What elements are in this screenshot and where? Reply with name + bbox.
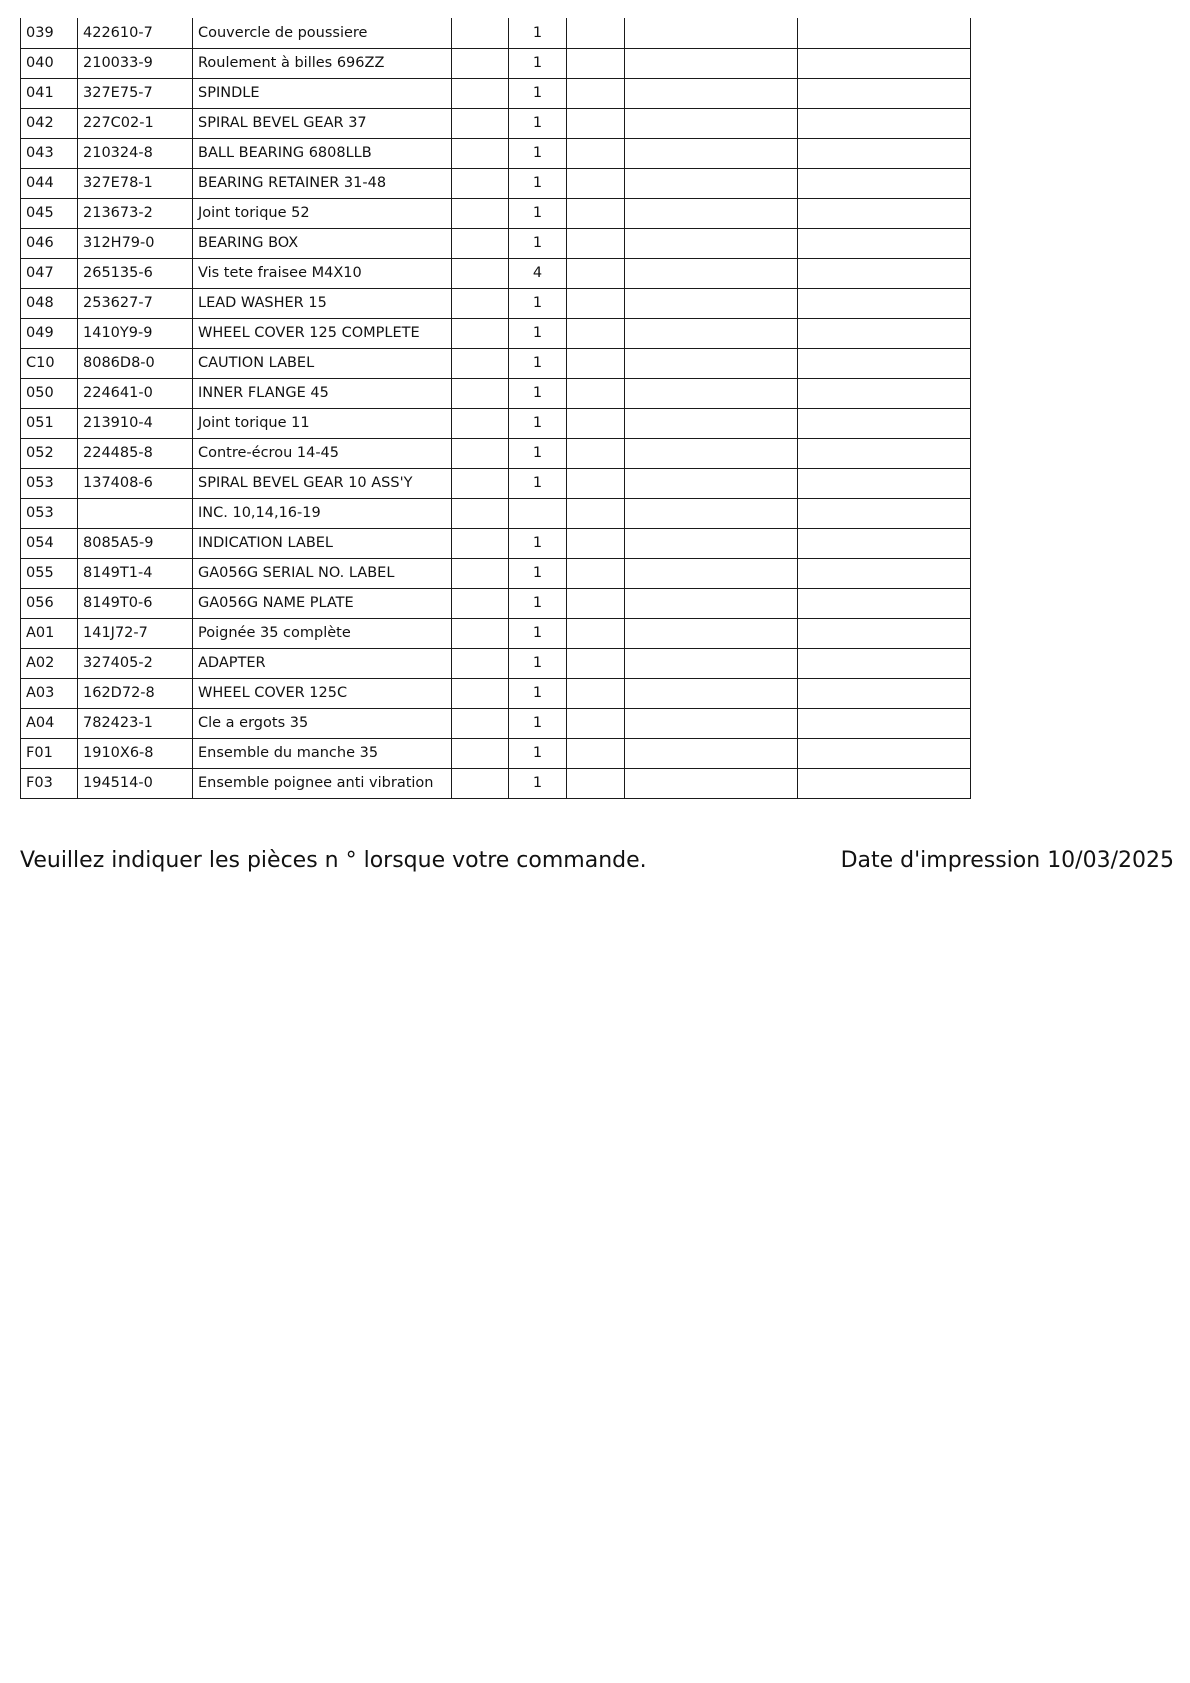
empty-cell [567, 138, 625, 168]
empty-cell [798, 228, 971, 258]
empty-cell [625, 138, 798, 168]
empty-cell [625, 738, 798, 768]
description-cell: WHEEL COVER 125 COMPLETE [193, 318, 452, 348]
empty-cell [625, 48, 798, 78]
quantity-cell: 1 [509, 468, 567, 498]
part-number-cell: 049 [21, 318, 78, 348]
quantity-cell: 1 [509, 708, 567, 738]
quantity-cell: 1 [509, 408, 567, 438]
part-number-cell: 053 [21, 498, 78, 528]
part-number-cell: 044 [21, 168, 78, 198]
empty-cell [625, 78, 798, 108]
empty-cell [567, 558, 625, 588]
empty-cell [452, 168, 509, 198]
part-number-cell: 043 [21, 138, 78, 168]
description-cell: ADAPTER [193, 648, 452, 678]
empty-cell [567, 768, 625, 798]
empty-cell [567, 708, 625, 738]
empty-cell [625, 708, 798, 738]
empty-cell [798, 738, 971, 768]
empty-cell [625, 18, 798, 48]
empty-cell [625, 348, 798, 378]
reference-cell: 141J72-7 [78, 618, 193, 648]
empty-cell [567, 588, 625, 618]
description-cell: LEAD WASHER 15 [193, 288, 452, 318]
reference-cell: 8086D8-0 [78, 348, 193, 378]
empty-cell [798, 438, 971, 468]
description-cell: Ensemble du manche 35 [193, 738, 452, 768]
empty-cell [567, 48, 625, 78]
parts-table-body [21, 18, 971, 798]
empty-cell [798, 678, 971, 708]
empty-cell [625, 498, 798, 528]
empty-cell [798, 258, 971, 288]
empty-cell [452, 138, 509, 168]
quantity-cell: 1 [509, 378, 567, 408]
empty-cell [798, 768, 971, 798]
quantity-cell: 1 [509, 108, 567, 138]
empty-cell [452, 378, 509, 408]
quantity-cell: 1 [509, 738, 567, 768]
empty-cell [567, 528, 625, 558]
empty-cell [798, 288, 971, 318]
table-row [21, 318, 971, 348]
reference-cell: 224641-0 [78, 378, 193, 408]
description-cell: SPINDLE [193, 78, 452, 108]
part-number-cell: 051 [21, 408, 78, 438]
table-row [21, 408, 971, 438]
empty-cell [625, 438, 798, 468]
empty-cell [452, 678, 509, 708]
empty-cell [452, 498, 509, 528]
part-number-cell: 055 [21, 558, 78, 588]
description-cell: Vis tete fraisee M4X10 [193, 258, 452, 288]
empty-cell [452, 768, 509, 798]
table-row [21, 348, 971, 378]
empty-cell [625, 108, 798, 138]
empty-cell [452, 288, 509, 318]
part-number-cell: A04 [21, 708, 78, 738]
table-row [21, 768, 971, 798]
part-number-cell: F03 [21, 768, 78, 798]
empty-cell [625, 228, 798, 258]
empty-cell [452, 78, 509, 108]
reference-cell: 162D72-8 [78, 678, 193, 708]
description-cell: Ensemble poignee anti vibration [193, 768, 452, 798]
empty-cell [798, 618, 971, 648]
part-number-cell: A01 [21, 618, 78, 648]
part-number-cell: 048 [21, 288, 78, 318]
description-cell: SPIRAL BEVEL GEAR 37 [193, 108, 452, 138]
empty-cell [625, 618, 798, 648]
description-cell: INDICATION LABEL [193, 528, 452, 558]
description-cell: Poignée 35 complète [193, 618, 452, 648]
empty-cell [625, 288, 798, 318]
empty-cell [452, 408, 509, 438]
empty-cell [452, 18, 509, 48]
empty-cell [798, 468, 971, 498]
empty-cell [625, 318, 798, 348]
empty-cell [567, 288, 625, 318]
table-row [21, 678, 971, 708]
empty-cell [452, 648, 509, 678]
quantity-cell: 1 [509, 18, 567, 48]
quantity-cell: 1 [509, 318, 567, 348]
quantity-cell: 1 [509, 198, 567, 228]
empty-cell [452, 438, 509, 468]
empty-cell [798, 408, 971, 438]
empty-cell [452, 468, 509, 498]
quantity-cell: 1 [509, 228, 567, 258]
empty-cell [452, 708, 509, 738]
empty-cell [452, 258, 509, 288]
print-date: Date d'impression 10/03/2025 [840, 848, 1174, 873]
table-row [21, 168, 971, 198]
reference-cell [78, 498, 193, 528]
part-number-cell: A02 [21, 648, 78, 678]
reference-cell: 210033-9 [78, 48, 193, 78]
description-cell: BALL BEARING 6808LLB [193, 138, 452, 168]
empty-cell [798, 138, 971, 168]
reference-cell: 227C02-1 [78, 108, 193, 138]
parts-table [20, 18, 971, 799]
empty-cell [625, 258, 798, 288]
description-cell: Contre-écrou 14-45 [193, 438, 452, 468]
quantity-cell: 4 [509, 258, 567, 288]
reference-cell: 8149T0-6 [78, 588, 193, 618]
table-row [21, 48, 971, 78]
table-row [21, 258, 971, 288]
empty-cell [798, 198, 971, 228]
reference-cell: 1910X6-8 [78, 738, 193, 768]
empty-cell [452, 348, 509, 378]
part-number-cell: 046 [21, 228, 78, 258]
part-number-cell: 041 [21, 78, 78, 108]
description-cell: GA056G SERIAL NO. LABEL [193, 558, 452, 588]
quantity-cell: 1 [509, 528, 567, 558]
empty-cell [625, 768, 798, 798]
part-number-cell: 056 [21, 588, 78, 618]
table-row [21, 198, 971, 228]
empty-cell [625, 198, 798, 228]
empty-cell [452, 318, 509, 348]
quantity-cell: 1 [509, 438, 567, 468]
description-cell: INC. 10,14,16-19 [193, 498, 452, 528]
part-number-cell: 052 [21, 438, 78, 468]
empty-cell [798, 348, 971, 378]
description-cell: GA056G NAME PLATE [193, 588, 452, 618]
empty-cell [798, 708, 971, 738]
empty-cell [452, 558, 509, 588]
part-number-cell: 045 [21, 198, 78, 228]
table-row [21, 138, 971, 168]
quantity-cell: 1 [509, 138, 567, 168]
quantity-cell: 1 [509, 78, 567, 108]
empty-cell [567, 498, 625, 528]
table-row [21, 498, 971, 528]
description-cell: Joint torique 11 [193, 408, 452, 438]
empty-cell [567, 438, 625, 468]
empty-cell [625, 528, 798, 558]
empty-cell [798, 588, 971, 618]
empty-cell [625, 558, 798, 588]
reference-cell: 8149T1-4 [78, 558, 193, 588]
description-cell: Roulement à billes 696ZZ [193, 48, 452, 78]
empty-cell [798, 528, 971, 558]
empty-cell [452, 528, 509, 558]
empty-cell [798, 48, 971, 78]
table-row [21, 378, 971, 408]
description-cell: BEARING RETAINER 31-48 [193, 168, 452, 198]
quantity-cell: 1 [509, 588, 567, 618]
empty-cell [567, 228, 625, 258]
reference-cell: 224485-8 [78, 438, 193, 468]
empty-cell [567, 18, 625, 48]
empty-cell [567, 78, 625, 108]
table-row [21, 78, 971, 108]
empty-cell [452, 738, 509, 768]
table-row [21, 228, 971, 258]
empty-cell [798, 498, 971, 528]
part-number-cell: 054 [21, 528, 78, 558]
quantity-cell: 1 [509, 558, 567, 588]
reference-cell: 253627-7 [78, 288, 193, 318]
table-row [21, 468, 971, 498]
reference-cell: 8085A5-9 [78, 528, 193, 558]
empty-cell [452, 48, 509, 78]
table-row [21, 438, 971, 468]
part-number-cell: 039 [21, 18, 78, 48]
reference-cell: 327405-2 [78, 648, 193, 678]
empty-cell [567, 318, 625, 348]
empty-cell [567, 738, 625, 768]
table-row [21, 648, 971, 678]
part-number-cell: 053 [21, 468, 78, 498]
empty-cell [625, 168, 798, 198]
part-number-cell: F01 [21, 738, 78, 768]
empty-cell [567, 678, 625, 708]
reference-cell: 1410Y9-9 [78, 318, 193, 348]
empty-cell [798, 318, 971, 348]
empty-cell [798, 18, 971, 48]
table-row [21, 18, 971, 48]
empty-cell [452, 108, 509, 138]
part-number-cell: 047 [21, 258, 78, 288]
quantity-cell: 1 [509, 618, 567, 648]
empty-cell [567, 468, 625, 498]
reference-cell: 194514-0 [78, 768, 193, 798]
description-cell: WHEEL COVER 125C [193, 678, 452, 708]
table-row [21, 708, 971, 738]
empty-cell [452, 618, 509, 648]
empty-cell [625, 408, 798, 438]
reference-cell: 213673-2 [78, 198, 193, 228]
empty-cell [625, 648, 798, 678]
empty-cell [452, 228, 509, 258]
part-number-cell: 050 [21, 378, 78, 408]
empty-cell [625, 378, 798, 408]
reference-cell: 137408-6 [78, 468, 193, 498]
empty-cell [798, 168, 971, 198]
table-row [21, 108, 971, 138]
empty-cell [567, 198, 625, 228]
description-cell: BEARING BOX [193, 228, 452, 258]
empty-cell [798, 78, 971, 108]
empty-cell [567, 618, 625, 648]
description-cell: CAUTION LABEL [193, 348, 452, 378]
empty-cell [567, 168, 625, 198]
table-row [21, 558, 971, 588]
empty-cell [567, 108, 625, 138]
table-row [21, 738, 971, 768]
table-row [21, 588, 971, 618]
empty-cell [567, 258, 625, 288]
description-cell: SPIRAL BEVEL GEAR 10 ASS'Y [193, 468, 452, 498]
order-instruction-note: Veuillez indiquer les pièces n ° lorsque votre commande. [20, 848, 647, 873]
part-number-cell: C10 [21, 348, 78, 378]
empty-cell [625, 588, 798, 618]
reference-cell: 782423-1 [78, 708, 193, 738]
empty-cell [452, 588, 509, 618]
part-number-cell: 040 [21, 48, 78, 78]
quantity-cell: 1 [509, 348, 567, 378]
description-cell: Couvercle de poussiere [193, 18, 452, 48]
reference-cell: 265135-6 [78, 258, 193, 288]
quantity-cell: 1 [509, 648, 567, 678]
description-cell: Cle a ergots 35 [193, 708, 452, 738]
empty-cell [452, 198, 509, 228]
empty-cell [798, 378, 971, 408]
empty-cell [567, 378, 625, 408]
reference-cell: 312H79-0 [78, 228, 193, 258]
description-cell: INNER FLANGE 45 [193, 378, 452, 408]
empty-cell [567, 348, 625, 378]
reference-cell: 210324-8 [78, 138, 193, 168]
table-row [21, 528, 971, 558]
empty-cell [625, 678, 798, 708]
reference-cell: 327E78-1 [78, 168, 193, 198]
empty-cell [567, 408, 625, 438]
reference-cell: 422610-7 [78, 18, 193, 48]
part-number-cell: A03 [21, 678, 78, 708]
empty-cell [798, 108, 971, 138]
empty-cell [567, 648, 625, 678]
part-number-cell: 042 [21, 108, 78, 138]
empty-cell [798, 648, 971, 678]
empty-cell [625, 468, 798, 498]
quantity-cell: 1 [509, 768, 567, 798]
reference-cell: 213910-4 [78, 408, 193, 438]
table-row [21, 618, 971, 648]
quantity-cell: 1 [509, 678, 567, 708]
quantity-cell: 1 [509, 168, 567, 198]
description-cell: Joint torique 52 [193, 198, 452, 228]
reference-cell: 327E75-7 [78, 78, 193, 108]
empty-cell [798, 558, 971, 588]
quantity-cell [509, 498, 567, 528]
quantity-cell: 1 [509, 288, 567, 318]
quantity-cell: 1 [509, 48, 567, 78]
table-row [21, 288, 971, 318]
